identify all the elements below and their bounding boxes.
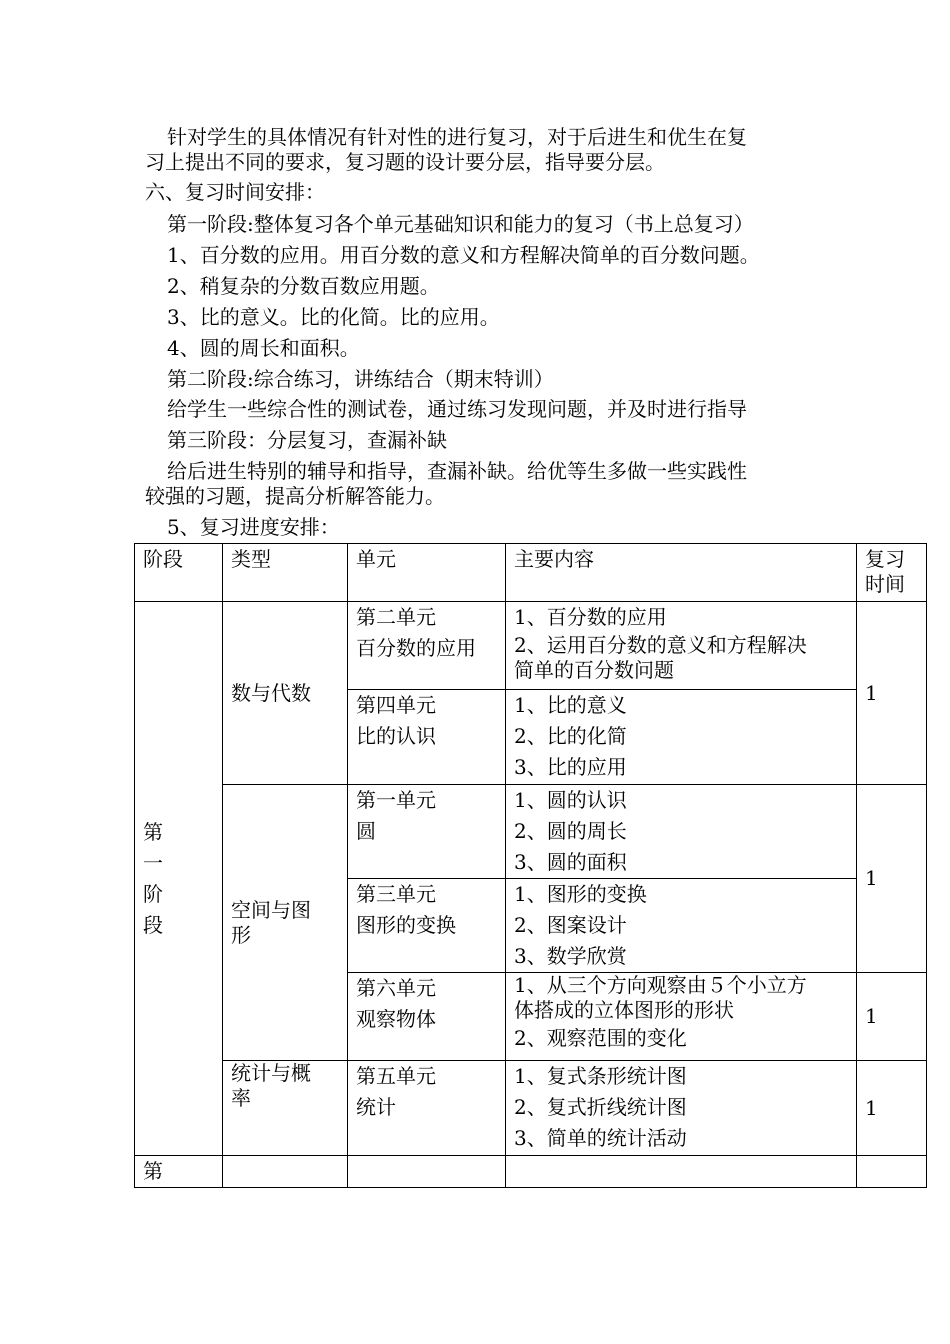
paragraph-line: 习上提出不同的要求，复习题的设计要分层，指导要分层。	[145, 150, 665, 174]
content-cell	[506, 690, 857, 785]
unit-line: 第二单元	[356, 605, 436, 629]
time-cell: 1	[857, 602, 927, 785]
unit-line: 圆	[356, 819, 376, 843]
stage-char: 段	[143, 912, 163, 937]
header-time-line: 复习	[865, 547, 905, 571]
content-cell	[506, 879, 857, 973]
empty-cell	[348, 1156, 506, 1188]
content-line: 体搭成的立体图形的形状	[514, 998, 734, 1022]
empty-cell	[857, 1156, 927, 1188]
unit-cell	[348, 785, 506, 879]
content-line: 2、观察范围的变化	[514, 1026, 687, 1050]
list-item: 1、百分数的应用。用百分数的意义和方程解决简单的百分数问题。	[167, 243, 760, 267]
header-content: 主要内容	[506, 544, 857, 602]
unit-line: 百分数的应用	[356, 636, 476, 660]
unit-line: 第六单元	[356, 976, 436, 1000]
unit-cell	[348, 690, 506, 785]
time-cell: 1	[857, 1061, 927, 1156]
unit-line: 图形的变换	[356, 913, 456, 937]
unit-line: 比的认识	[356, 724, 436, 748]
stage-three-text: 第三阶段：分层复习，查漏补缺	[167, 428, 447, 452]
content-line: 1、比的意义	[514, 693, 627, 717]
content-line: 3、简单的统计活动	[514, 1126, 687, 1150]
table-header-row	[135, 544, 927, 602]
table-row	[135, 602, 927, 690]
stage-two-desc: 给学生一些综合性的测试卷，通过练习发现问题，并及时进行指导	[167, 397, 747, 421]
stage-char: 第	[143, 819, 163, 844]
unit-cell	[348, 879, 506, 973]
stage-char: 阶	[143, 881, 163, 906]
unit-line: 第五单元	[356, 1064, 436, 1088]
list-item: 4、圆的周长和面积。	[167, 336, 360, 360]
type-algebra: 数与代数	[223, 602, 348, 785]
time-cell: 1	[857, 973, 927, 1061]
type-line: 空间与图	[231, 897, 311, 922]
content-line: 1、百分数的应用	[514, 605, 667, 629]
stage-one-cell	[135, 602, 223, 1156]
table-row	[135, 785, 927, 879]
type-line: 统计与概	[231, 1061, 311, 1085]
header-time-line: 时间	[865, 572, 905, 596]
header-type: 类型	[223, 544, 348, 602]
unit-line: 统计	[356, 1095, 396, 1119]
stage-two-cell: 第	[135, 1156, 223, 1188]
stage-two-text: 第二阶段:综合练习，讲练结合（期末特训）	[167, 367, 554, 391]
content-line: 2、复式折线统计图	[514, 1095, 687, 1119]
time-cell: 1	[857, 785, 927, 973]
stage-three-desc: 给后进生特别的辅导和指导，查漏补缺。给优等生多做一些实践性	[167, 459, 747, 483]
content-line: 1、圆的认识	[514, 788, 627, 812]
header-time	[857, 544, 927, 602]
content-cell	[506, 785, 857, 879]
stage-char: 一	[143, 850, 163, 875]
type-statistics	[223, 1061, 348, 1156]
content-line: 1、从三个方向观察由５个小立方	[514, 973, 807, 997]
unit-line: 第三单元	[356, 882, 436, 906]
unit-cell	[348, 1061, 506, 1156]
content-line: 3、圆的面积	[514, 850, 627, 874]
unit-line: 第四单元	[356, 693, 436, 717]
content-line: 3、比的应用	[514, 755, 627, 779]
empty-cell	[223, 1156, 348, 1188]
content-line: 1、复式条形统计图	[514, 1064, 687, 1088]
paragraph-line: 针对学生的具体情况有针对性的进行复习，对于后进生和优生在复	[167, 125, 747, 149]
content-line: 2、图案设计	[514, 913, 627, 937]
unit-cell	[348, 602, 506, 690]
list-item: 3、比的意义。比的化简。比的应用。	[167, 305, 500, 329]
content-cell	[506, 1061, 857, 1156]
type-geometry	[223, 785, 348, 1061]
content-cell	[506, 602, 857, 690]
empty-cell	[506, 1156, 857, 1188]
section-heading: 六、复习时间安排：	[145, 180, 325, 204]
content-line: 1、图形的变换	[514, 882, 647, 906]
table-row	[135, 1156, 927, 1188]
content-line: 简单的百分数问题	[514, 658, 674, 682]
unit-cell	[348, 973, 506, 1061]
content-cell	[506, 973, 857, 1061]
table-row	[135, 1061, 927, 1156]
review-schedule-table	[134, 543, 927, 1188]
content-line: 2、运用百分数的意义和方程解决	[514, 633, 807, 657]
stage-one-text: 第一阶段:整体复习各个单元基础知识和能力的复习（书上总复习）	[167, 212, 754, 236]
list-item: 2、稍复杂的分数百数应用题。	[167, 274, 440, 298]
section-heading: 5、复习进度安排：	[167, 515, 340, 539]
header-unit: 单元	[348, 544, 506, 602]
type-line: 形	[231, 922, 251, 947]
header-stage: 阶段	[135, 544, 223, 602]
unit-line: 第一单元	[356, 788, 436, 812]
type-line: 率	[231, 1086, 251, 1110]
content-line: 2、圆的周长	[514, 819, 627, 843]
stage-three-desc: 较强的习题，提高分析解答能力。	[145, 484, 445, 508]
content-line: 2、比的化简	[514, 724, 627, 748]
content-line: 3、数学欣赏	[514, 944, 627, 968]
unit-line: 观察物体	[356, 1007, 436, 1031]
